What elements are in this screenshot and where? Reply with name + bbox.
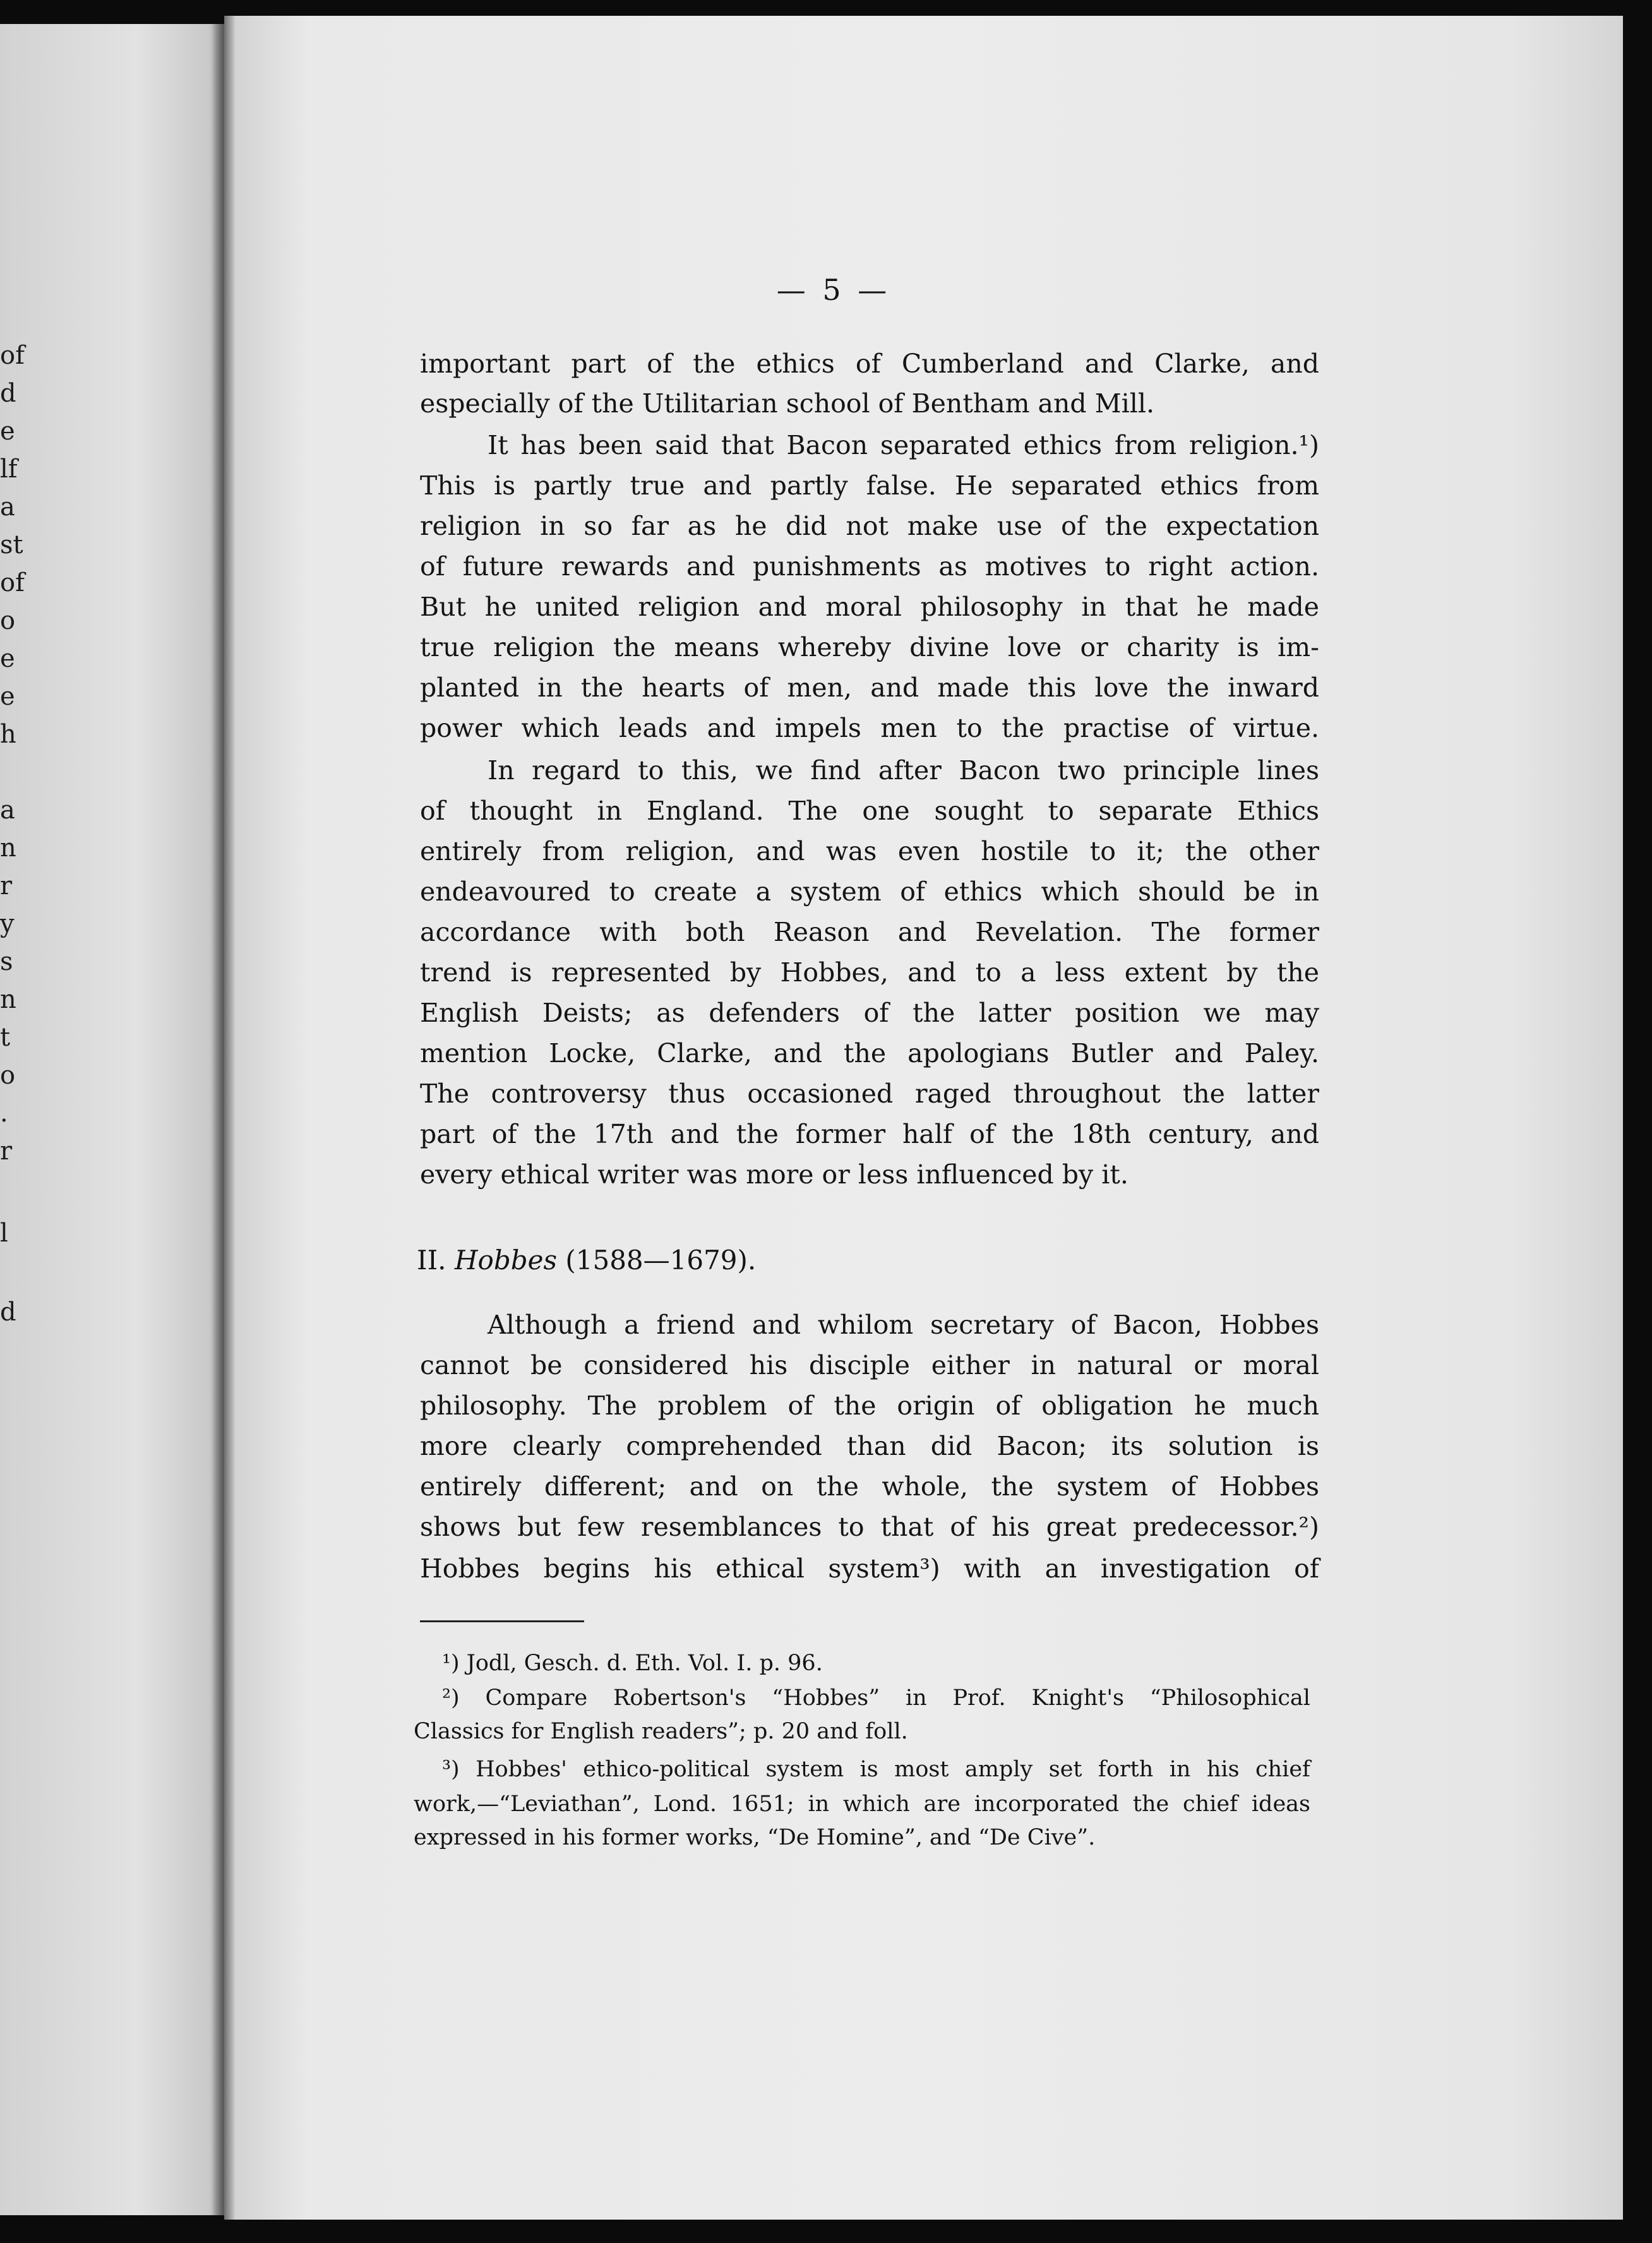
footnote-line: ³) Hobbes' ethico-political system is most amply set forth in his chief <box>442 1757 1310 1782</box>
fragment: h <box>0 720 16 749</box>
fragment: st <box>0 530 23 559</box>
footnote-line: work,—“Leviathan”, Lond. 1651; in which are incorporated the chief ideas <box>414 1791 1310 1817</box>
fragment: d <box>0 379 16 408</box>
fragment: a <box>0 796 15 825</box>
section-heading <box>417 1247 756 1274</box>
fragment: of <box>0 568 25 597</box>
text-line: planted in the hearts of men, and made this love the inward <box>420 673 1319 703</box>
footnote-rule <box>420 1620 584 1622</box>
fragment: r <box>0 1137 13 1166</box>
page-sheet <box>224 16 1623 2220</box>
fragment: l <box>0 1219 8 1248</box>
text-line: of future rewards and punishments as motives to right action. <box>420 551 1319 582</box>
footnote-line: ¹) Jodl, Gesch. d. Eth. Vol. I. p. 96. <box>442 1651 823 1676</box>
fragment: e <box>0 417 15 446</box>
fragment: n <box>0 985 16 1014</box>
section-dates: (1588—1679). <box>565 1245 757 1276</box>
fragment: lf <box>0 455 18 484</box>
fragment: o <box>0 1061 16 1090</box>
text-line: This is partly true and partly false. He separated ethics from <box>420 470 1319 501</box>
footnote-line: expressed in his former works, “De Homine”, and “De Cive”. <box>414 1825 1096 1850</box>
text-line: part of the 17th and the former half of the 18th century, and <box>420 1119 1319 1149</box>
fragment: of <box>0 341 25 370</box>
page-number: — 5 — <box>776 273 891 307</box>
fragment: r <box>0 871 13 900</box>
text-line: important part of the ethics of Cumberland and Clarke, and <box>420 349 1319 379</box>
text-line: philosophy. The problem of the origin of obligation he much <box>420 1391 1319 1421</box>
text-line: English Deists; as defenders of the latter position we may <box>420 998 1319 1028</box>
fragment: e <box>0 682 15 711</box>
previous-page-edge <box>0 24 227 2215</box>
fragment: e <box>0 644 15 673</box>
fragment: . <box>0 1099 8 1128</box>
fragment: d <box>0 1298 16 1327</box>
section-numeral: II. <box>417 1245 446 1276</box>
text-line: true religion the means whereby divine love or charity is im- <box>420 632 1319 662</box>
text-line: of thought in England. The one sought to separate Ethics <box>420 796 1319 826</box>
text-line: more clearly comprehended than did Bacon; its solution is <box>420 1431 1319 1461</box>
text-line: cannot be considered his disciple either in natural or moral <box>420 1350 1319 1380</box>
text-line: In regard to this, we find after Bacon two principle lines <box>488 755 1319 786</box>
text-line: accordance with both Reason and Revelation. The former <box>420 917 1319 947</box>
fragment: a <box>0 493 15 522</box>
text-line: entirely different; and on the whole, the system of Hobbes <box>420 1471 1319 1502</box>
fragment: y <box>0 909 15 938</box>
scan-border <box>1623 0 1652 2243</box>
text-line: The controversy thus occasioned raged throughout the latter <box>420 1079 1319 1109</box>
text-line: every ethical writer was more or less influenced by it. <box>420 1159 1128 1190</box>
fragment: o <box>0 606 16 635</box>
text-line: power which leads and impels men to the practise of virtue. <box>420 713 1319 743</box>
fragment: t <box>0 1023 11 1052</box>
text-line: shows but few resemblances to that of his great predecessor.²) <box>420 1512 1319 1542</box>
text-line: Although a friend and whilom secretary of Bacon, Hobbes <box>488 1310 1319 1340</box>
text-line: mention Locke, Clarke, and the apologians Butler and Paley. <box>420 1038 1319 1068</box>
text-line: Hobbes begins his ethical system³) with an investigation of <box>420 1553 1319 1584</box>
text-line: But he united religion and moral philosophy in that he made <box>420 592 1319 622</box>
section-name: Hobbes <box>454 1245 557 1276</box>
footnote-line: ²) Compare Robertson's “Hobbes” in Prof. Knight's “Philosophical <box>442 1685 1310 1711</box>
text-line: entirely from religion, and was even hostile to it; the other <box>420 836 1319 866</box>
text-line: religion in so far as he did not make use of the expectation <box>420 511 1319 541</box>
fragment: n <box>0 834 16 863</box>
page-crease <box>224 16 236 2220</box>
text-line: trend is represented by Hobbes, and to a less extent by the <box>420 957 1319 988</box>
footnote-line: Classics for English readers”; p. 20 and foll. <box>414 1719 908 1744</box>
text-line: endeavoured to create a system of ethics which should be in <box>420 876 1319 907</box>
text-line: especially of the Utilitarian school of Bentham and Mill. <box>420 388 1155 419</box>
fragment: s <box>0 947 13 976</box>
text-line: It has been said that Bacon separated ethics from religion.¹) <box>488 430 1319 460</box>
